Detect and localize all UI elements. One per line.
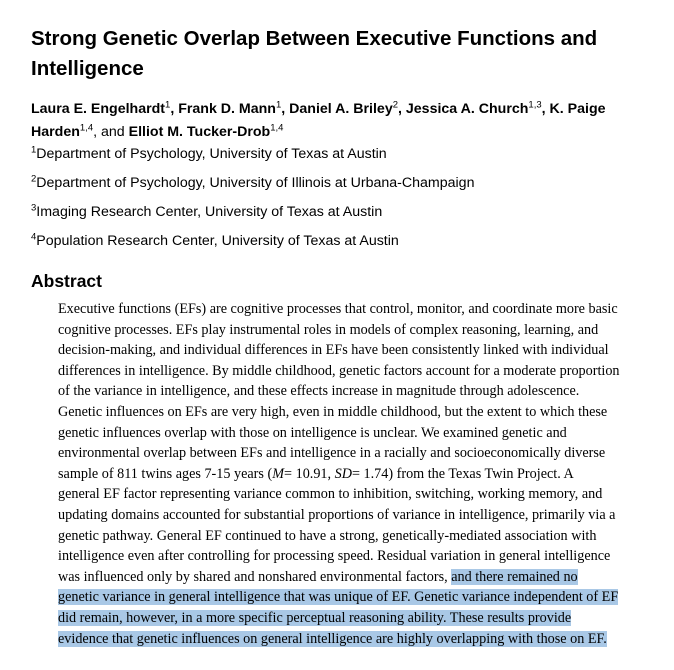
author-separator: , bbox=[281, 101, 290, 117]
affiliation-text: Imaging Research Center, University of Texas at Austin bbox=[36, 204, 383, 220]
affiliation-number: 4 bbox=[31, 231, 37, 243]
highlighted-text: did remain, however, in a more specific perceptual reasoning ability. These results provide bbox=[58, 609, 572, 626]
abstract-text: Genetic influences on EFs are very high, even in middle childhood, but the extent to which these bbox=[58, 403, 608, 420]
abstract-line bbox=[58, 546, 658, 567]
highlighted-text: and there remained no bbox=[451, 568, 578, 585]
affiliation-number: 1 bbox=[31, 144, 37, 156]
author bbox=[178, 101, 281, 117]
abstract-line bbox=[58, 381, 658, 402]
abstract-line bbox=[58, 567, 658, 588]
abstract-text: genetic pathway. General EF continued to have a strong, genetically-mediated association with bbox=[58, 527, 597, 544]
abstract-text: of the variance in intelligence, and these effects increase in magnitude through adolescence. bbox=[58, 383, 580, 400]
abstract-line bbox=[58, 299, 658, 320]
author-separator: , and bbox=[93, 124, 129, 140]
abstract-text: general EF factor representing variance common to inhibition, switching, working memory, and bbox=[58, 486, 603, 503]
author-separator: , bbox=[398, 101, 406, 117]
abstract-line bbox=[58, 320, 658, 341]
author-separator: , bbox=[541, 101, 550, 117]
abstract-text: differences in intelligence. By middle childhood, genetic factors account for a moderate proportion bbox=[58, 362, 620, 379]
abstract-line bbox=[58, 443, 658, 464]
abstract-text: genetic influences overlap with those on intelligence is unclear. We examined genetic and bbox=[58, 424, 567, 441]
author bbox=[129, 124, 284, 140]
affiliation-2 bbox=[31, 173, 651, 193]
abstract-text: = 10.91, bbox=[284, 465, 335, 482]
abstract-line bbox=[58, 340, 658, 361]
abstract-line bbox=[58, 464, 658, 485]
abstract-text: M bbox=[272, 465, 285, 482]
author-affiliation-mark: 1 bbox=[275, 99, 282, 111]
affiliation-3 bbox=[31, 202, 651, 222]
affiliation-number: 3 bbox=[31, 202, 37, 214]
abstract-text: intelligence even after controlling for processing speed. Residual variation in general intelligence bbox=[58, 548, 611, 565]
author-affiliation-mark: 1,3 bbox=[528, 99, 542, 111]
author-name: K. Paige Harden bbox=[31, 101, 606, 140]
highlighted-text: genetic variance in general intelligence that was unique of EF. Genetic variance independent of EF bbox=[58, 589, 619, 606]
affiliation-number: 2 bbox=[31, 173, 37, 185]
abstract-heading: Abstract bbox=[31, 271, 102, 291]
abstract-text: updating domains accounted for substantial proportions of variance in intelligence, primarily via a bbox=[58, 506, 616, 523]
affiliation-4 bbox=[31, 231, 651, 251]
abstract-text: Executive functions (EFs) are cognitive processes that control, monitor, and coordinate more basic bbox=[58, 301, 618, 317]
abstract-text: was influenced only by shared and nonshared environmental factors, bbox=[58, 568, 452, 585]
affiliation-text: Department of Psychology, University of Texas at Austin bbox=[36, 146, 387, 162]
abstract-line bbox=[58, 402, 658, 423]
author-name: Laura E. Engelhardt bbox=[31, 101, 166, 117]
abstract-line bbox=[58, 629, 658, 650]
author bbox=[289, 101, 398, 117]
author-list bbox=[31, 98, 651, 144]
author bbox=[406, 101, 542, 117]
abstract-text: sample of 811 twins ages 7-15 years ( bbox=[58, 465, 273, 482]
abstract-line bbox=[58, 587, 658, 608]
abstract-line bbox=[58, 361, 658, 382]
author-separator: , bbox=[170, 101, 179, 117]
abstract-text: SD bbox=[334, 465, 352, 482]
author bbox=[31, 101, 170, 117]
author-name: Elliot M. Tucker-Drob bbox=[128, 124, 271, 140]
abstract-text: = 1.74) from the Texas Twin Project. A bbox=[351, 465, 574, 482]
affiliation-text: Department of Psychology, University of Illinois at Urbana-Champaign bbox=[36, 175, 475, 191]
author-name: Frank D. Mann bbox=[178, 101, 276, 117]
author-affiliation-mark: 2 bbox=[392, 99, 399, 111]
abstract-line bbox=[58, 526, 658, 547]
affiliation-1 bbox=[31, 144, 651, 164]
author-affiliation-mark: 1,4 bbox=[270, 122, 284, 134]
abstract-body bbox=[58, 299, 658, 649]
author-name: Daniel A. Briley bbox=[289, 101, 393, 117]
highlighted-text: evidence that genetic influences on general intelligence are highly overlapping with those on EF. bbox=[58, 630, 607, 647]
affiliation-text: Population Research Center, University of Texas at Austin bbox=[36, 233, 399, 249]
abstract-line bbox=[58, 505, 658, 526]
author-name: Jessica A. Church bbox=[405, 101, 529, 117]
author-affiliation-mark: 1,4 bbox=[79, 122, 94, 134]
paper-title: Strong Genetic Overlap Between Executive Functions and Intelligence bbox=[31, 27, 598, 80]
abstract-line bbox=[58, 423, 658, 444]
abstract-text: decision-making, and individual differences in EFs have been consistently linked with individual bbox=[58, 342, 609, 359]
abstract-text: cognitive processes. EFs play instrumental roles in models of complex reasoning, learning, and bbox=[58, 321, 599, 338]
abstract-line bbox=[58, 608, 658, 629]
abstract-text: environmental overlap between EFs and intelligence in a racially and socioeconomically diverse bbox=[58, 445, 606, 462]
abstract-line bbox=[58, 484, 658, 505]
author-affiliation-mark: 1 bbox=[165, 99, 171, 111]
